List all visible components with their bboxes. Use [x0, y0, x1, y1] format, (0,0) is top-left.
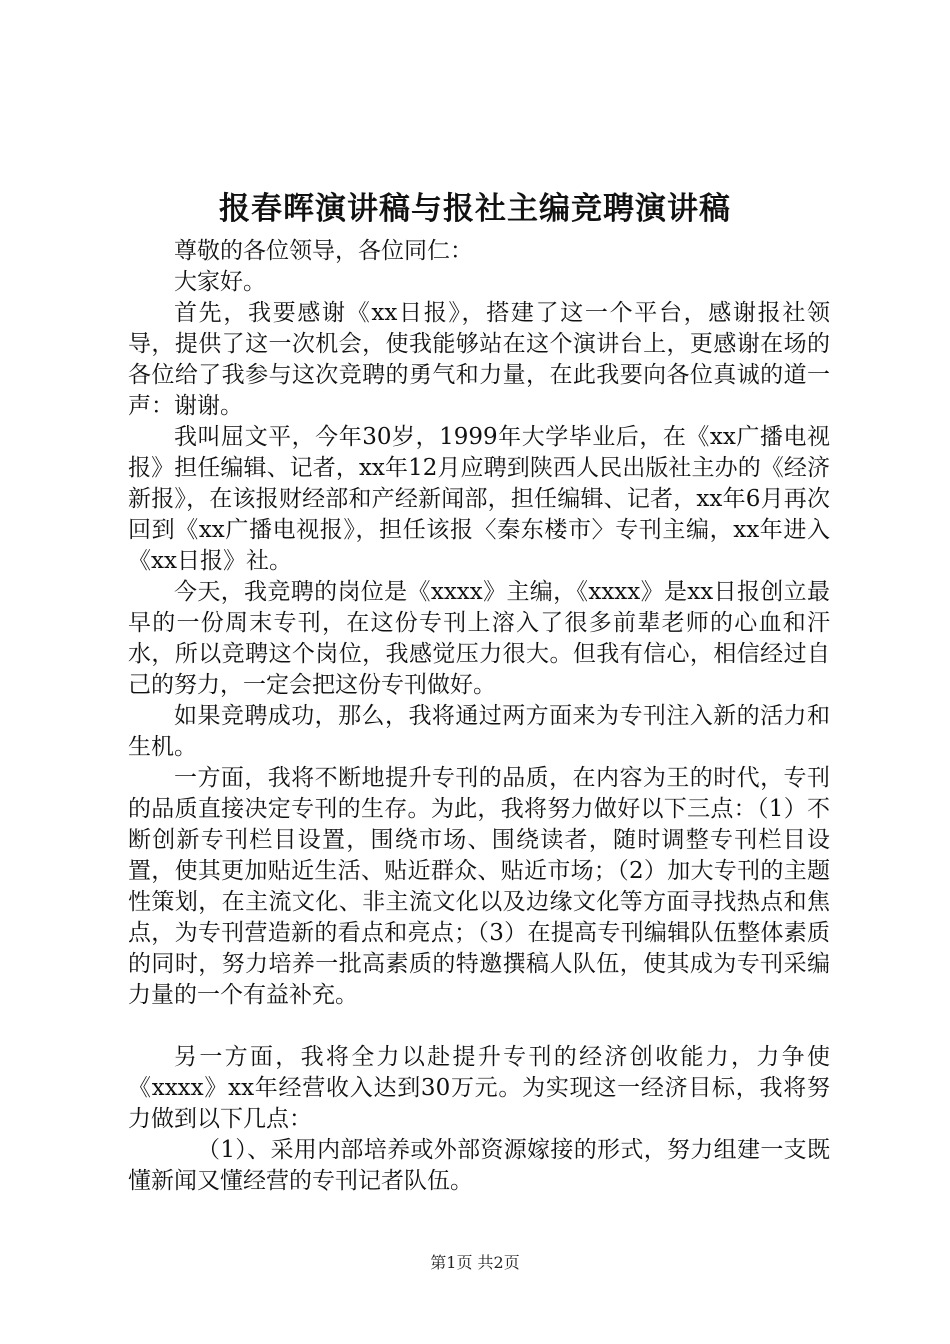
page-footer: 第1页 共2页: [430, 1253, 520, 1272]
paragraph-salutation: 尊敬的各位领导，各位同仁：: [174, 238, 473, 264]
paragraph-quality: 一方面，我将不断地提升专刊的品质，在内容为王的时代，专刊的品质直接决定专刊的生存。为此，我将努力做好以下三点：（1）不断创新专刊栏目设置，围绕市场、围绕读者，随时调整专刊栏目设置，使其更加贴近生活、贴近群众、贴近市场；（2）加大专刊的主题性策划，在主流文化、非主流文化以及边缘文化等方面寻找热点和焦点，为专刊营造新的看点和亮点；（3）在提高专刊编辑队伍整体素质的同时，努力培养一批高素质的特邀撰稿人队伍，使其成为专刊采编力量的一个有益补充。: [128, 765, 830, 1008]
paragraph-revenue-point-1: （1）、采用内部培养或外部资源嫁接的形式，努力组建一支既懂新闻又懂经营的专刊记者队伍。: [128, 1137, 830, 1194]
paragraph-greeting: 大家好。: [174, 269, 266, 295]
paragraph-plan-intro: 如果竞聘成功，那么，我将通过两方面来为专刊注入新的活力和生机。: [128, 703, 830, 760]
document-title: 报春晖演讲稿与报社主编竞聘演讲稿: [219, 191, 731, 227]
paragraph-position: 今天，我竞聘的岗位是《xxxx》主编，《xxxx》是xx日报创立最早的一份周末专刊，在这份专刊上溶入了很多前辈老师的心血和汗水，所以竞聘这个岗位，我感觉压力很大。但我有信心，相信经过自己的努力，一定会把这份专刊做好。: [128, 579, 830, 698]
paragraph-revenue: 另一方面，我将全力以赴提升专刊的经济创收能力，力争使《xxxx》xx年经营收入达到30万元。为实现这一经济目标，我将努力做到以下几点：: [128, 1044, 830, 1132]
document-body: [128, 236, 830, 1197]
paragraph-self-introduction: 我叫屈文平，今年30岁，1999年大学毕业后，在《xx广播电视报》担任编辑、记者，xx年12月应聘到陕西人民出版社主办的《经济新报》，在该报财经部和产经新闻部，担任编辑、记者，xx年6月再次回到《xx广播电视报》，担任该报〈秦东楼市〉专刊主编，xx年进入《xx日报》社。: [128, 424, 830, 574]
paragraph-thanks: 首先，我要感谢《xx日报》，搭建了这一个平台，感谢报社领导，提供了这一次机会，使我能够站在这个演讲台上，更感谢在场的各位给了我参与这次竞聘的勇气和力量，在此我要向各位真诚的道一声：谢谢。: [128, 300, 830, 419]
